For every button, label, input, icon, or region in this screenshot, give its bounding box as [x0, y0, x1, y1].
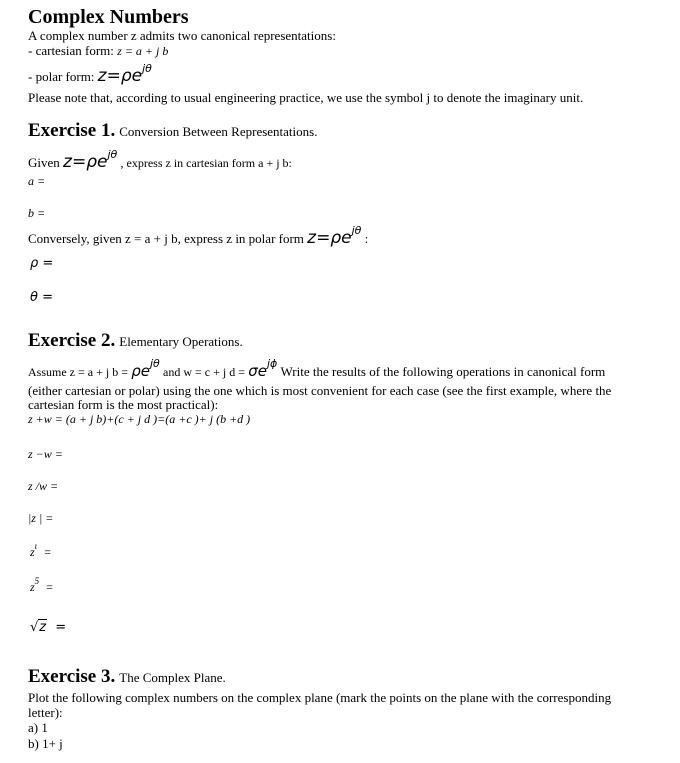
plot-item-b: b) 1+ j — [28, 736, 63, 751]
op-power-label: $z^\iota$ = — [30, 541, 51, 559]
op-fifth-power-label: $z^5$ = — [30, 576, 53, 594]
polar-form-label: - polar form: — [28, 69, 95, 84]
exercise-3-subtitle: The Complex Plane. — [119, 670, 226, 685]
exercise-2-subtitle: Elementary Operations. — [119, 334, 243, 349]
exercise-2-heading — [28, 330, 243, 352]
converse-instruction: Conversely, given z = a + j b, express z in polar form — [28, 231, 304, 246]
cartesian-form-line — [28, 43, 168, 59]
exercise-2-assume-line — [28, 357, 606, 380]
exercise-1-number: Exercise 1. — [28, 120, 116, 141]
exercise-1-heading — [28, 120, 317, 142]
intro-line: A complex number z admits two canonical representations: — [28, 28, 336, 43]
plot-item-a: a) 1 — [28, 720, 48, 735]
exercise-3-heading — [28, 666, 226, 688]
answer-rho-label: ρ = — [30, 256, 54, 271]
instruction-line-2: (either cartesian or polar) using the one which is most convenient for each case (see the first example, where the — [28, 383, 612, 398]
exercise-3-instruction-1: Plot the following complex numbers on the complex plane (mark the points on the plane with the corresponding — [28, 690, 612, 705]
op-difference-label: z −w = — [28, 447, 63, 461]
answer-a-label: a = — [28, 174, 46, 188]
cartesian-form-label: - cartesian form: — [28, 43, 114, 58]
given-polar-expression: $z=\rho e^{j\theta}$ — [63, 148, 118, 172]
converse-polar-expression: $z=\rho e^{j\theta}$ — [307, 224, 362, 248]
op-sqrt-label: √z = — [30, 620, 67, 635]
instruction-line-3: cartesian form is the most practical): — [28, 397, 219, 412]
exercise-3-instruction-2: letter): — [28, 705, 63, 720]
exercise-1-subtitle: Conversion Between Representations. — [119, 124, 318, 139]
exercise-2-number: Exercise 2. — [28, 330, 116, 351]
exercise-1-converse-line — [28, 224, 369, 248]
exercise-3-number: Exercise 3. — [28, 666, 116, 687]
sum-example: z +w = (a + j b)+(c + j d )=(a +c )+ j (b +d ) — [28, 412, 251, 426]
answer-b-label: b = — [28, 206, 46, 220]
op-quotient-label: z /w = — [28, 479, 59, 493]
answer-theta-label: θ = — [30, 290, 53, 305]
z-polar-expression: $\rho e^{j\theta}$ — [131, 357, 160, 380]
instruction-line-1: Write the results of the following operations in canonical form — [280, 364, 606, 379]
page-title: Complex Numbers — [28, 6, 189, 28]
op-modulus-label: |z | = — [28, 511, 54, 525]
imaginary-unit-note: Please note that, according to usual engineering practice, we use the symbol j to denote the imaginary unit. — [28, 90, 584, 105]
exercise-1-given-line — [28, 148, 292, 172]
polar-form-line — [28, 62, 152, 86]
assume-z-text: Assume z = a + j b = — [28, 365, 128, 379]
w-polar-expression: $\sigma e^{j\phi}$ — [248, 357, 278, 380]
given-label: Given — [28, 155, 60, 170]
converse-colon: : — [364, 231, 369, 246]
polar-form-expression: $z=\rho e^{j\theta}$ — [97, 62, 152, 86]
cartesian-form-expression: z = a + j b — [117, 44, 169, 58]
given-instruction: , express z in cartesian form a + j b: — [120, 156, 292, 170]
sqrt-radical-icon: √ — [30, 620, 39, 635]
assume-w-text: and w = c + j d = — [163, 365, 245, 379]
